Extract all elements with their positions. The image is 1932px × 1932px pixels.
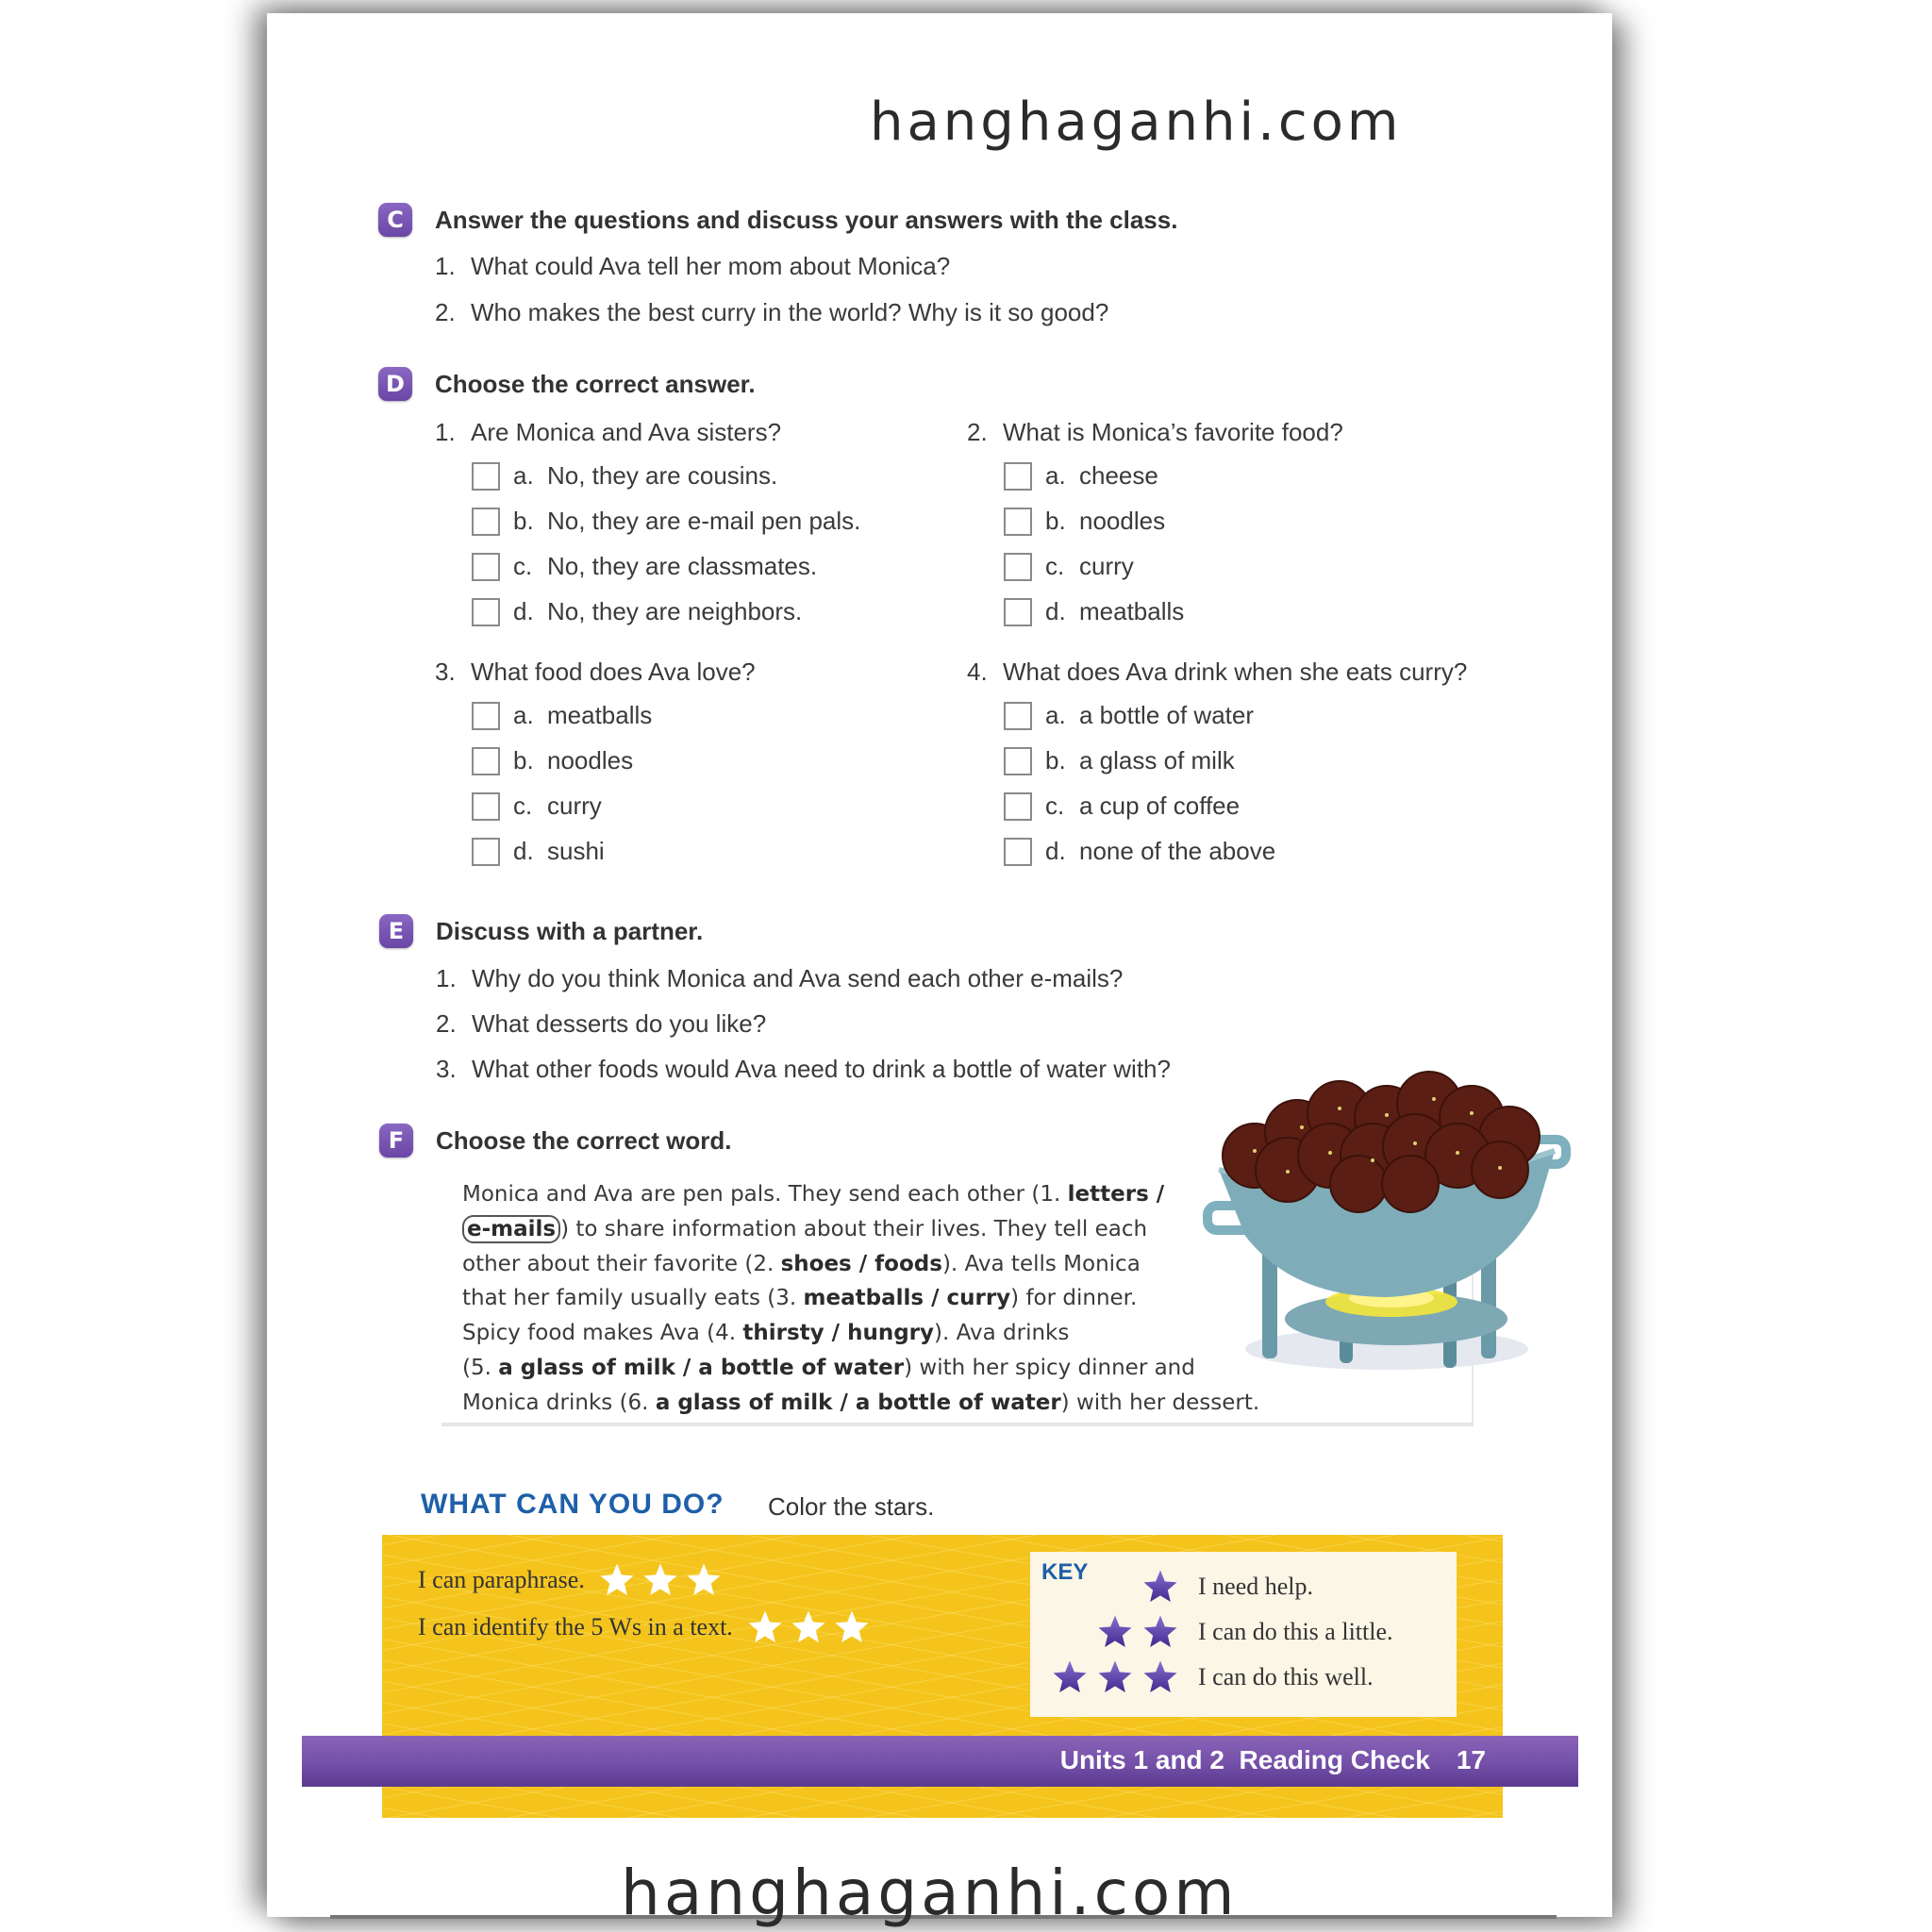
checkbox[interactable] xyxy=(1004,598,1032,626)
checkbox[interactable] xyxy=(472,462,500,491)
question-text: What is Monica’s favorite food? xyxy=(1003,418,1343,446)
text: ) to share information about their lives. They tell each xyxy=(560,1216,1148,1241)
section-d-question-2 xyxy=(967,418,1343,447)
choice-letters[interactable]: letters xyxy=(1067,1182,1149,1207)
question-number: 3. xyxy=(435,658,456,686)
option-text: a glass of milk xyxy=(1079,746,1235,774)
text: other about their favorite (2. xyxy=(462,1251,781,1276)
checkbox[interactable] xyxy=(472,747,500,775)
option-letter: c. xyxy=(1045,791,1065,820)
choice-thirsty[interactable]: thirsty xyxy=(742,1321,824,1346)
option-letter: c. xyxy=(513,552,533,580)
footer-bar xyxy=(302,1736,1578,1787)
checkbox[interactable] xyxy=(472,838,500,866)
option-letter: b. xyxy=(1045,746,1066,774)
footer-title: Units 1 and 2 Reading Check xyxy=(1059,1745,1430,1774)
option-text: none of the above xyxy=(1079,837,1276,865)
d1-option-b[interactable] xyxy=(472,507,860,536)
option-letter: c. xyxy=(1045,552,1065,580)
option-text: a bottle of water xyxy=(1079,701,1254,729)
section-c-question-2 xyxy=(435,298,1108,327)
what-can-you-do-title: WHAT CAN YOU DO? xyxy=(421,1489,724,1520)
choice-meatballs[interactable]: meatballs xyxy=(803,1286,924,1311)
passage-line-7 xyxy=(462,1386,1349,1421)
question-number: 2. xyxy=(436,1009,457,1038)
d2-option-d[interactable] xyxy=(1004,597,1184,626)
footer-text xyxy=(1060,1745,1486,1775)
option-letter: b. xyxy=(1045,507,1066,535)
question-text: What other foods would Ava need to drink a bottle of water with? xyxy=(472,1055,1171,1083)
question-number: 1. xyxy=(436,964,457,992)
question-number: 1. xyxy=(435,418,456,446)
question-number: 3. xyxy=(436,1055,457,1083)
option-text: a cup of coffee xyxy=(1079,791,1241,820)
d3-option-c[interactable] xyxy=(472,791,602,821)
option-letter: b. xyxy=(513,507,534,535)
purple-star-icon xyxy=(1051,1658,1089,1696)
d4-option-d[interactable] xyxy=(1004,837,1275,866)
star-rating[interactable] xyxy=(598,1561,723,1599)
option-letter: c. xyxy=(513,791,533,820)
question-text: Why do you think Monica and Ava send each other e-mails? xyxy=(472,964,1124,992)
option-text: No, they are neighbors. xyxy=(547,597,803,625)
checkbox[interactable] xyxy=(1004,553,1032,581)
d1-option-c[interactable] xyxy=(472,552,817,581)
option-text: sushi xyxy=(547,837,605,865)
section-e-question-3 xyxy=(436,1055,1171,1084)
d2-option-b[interactable] xyxy=(1004,507,1165,536)
section-e-question-1 xyxy=(436,964,1123,993)
d3-option-d[interactable] xyxy=(472,837,605,866)
separator: / xyxy=(924,1286,947,1311)
checkbox[interactable] xyxy=(472,598,500,626)
key-title: KEY xyxy=(1041,1559,1089,1585)
d2-option-c[interactable] xyxy=(1004,552,1134,581)
section-d-badge: D xyxy=(378,367,412,401)
text: ) with her dessert. xyxy=(1060,1390,1260,1415)
option-text: No, they are classmates. xyxy=(547,552,818,580)
checkbox[interactable] xyxy=(472,792,500,821)
choice-hungry[interactable]: hungry xyxy=(847,1321,935,1346)
choice-curry[interactable]: curry xyxy=(946,1286,1011,1311)
section-e-heading: Discuss with a partner. xyxy=(436,917,704,945)
option-text: noodles xyxy=(547,746,634,774)
d4-option-c[interactable] xyxy=(1004,791,1240,821)
option-text: No, they are e-mail pen pals. xyxy=(547,507,861,535)
text: Spicy food makes Ava (4. xyxy=(462,1321,743,1346)
d3-option-b[interactable] xyxy=(472,746,633,775)
option-text: cheese xyxy=(1079,461,1158,490)
star-icon[interactable] xyxy=(685,1561,723,1599)
option-letter: a. xyxy=(513,461,534,490)
purple-star-icon xyxy=(1096,1613,1134,1651)
question-text: What does Ava drink when she eats curry? xyxy=(1003,658,1468,686)
star-icon[interactable] xyxy=(598,1561,636,1599)
text: Monica and Ava are pen pals. They send each other (1. xyxy=(462,1182,1068,1207)
option-text: meatballs xyxy=(1079,597,1185,625)
what-can-you-do-subtitle: Color the stars. xyxy=(768,1492,935,1521)
choice-bottle-of-water[interactable]: a bottle of water xyxy=(855,1390,1061,1415)
watermark-top: hanghaganhi.com xyxy=(870,92,1403,153)
d1-option-d[interactable] xyxy=(472,597,802,626)
key-row-3-stars xyxy=(1047,1658,1374,1696)
d1-option-a[interactable] xyxy=(472,461,777,491)
section-e-question-2 xyxy=(436,1009,766,1039)
purple-star-icon xyxy=(1141,1568,1179,1606)
text: ) for dinner. xyxy=(1010,1286,1138,1311)
key-row-2-stars xyxy=(1047,1613,1393,1651)
key-label: I can do this a little. xyxy=(1198,1618,1393,1645)
checkbox[interactable] xyxy=(1004,747,1032,775)
option-letter: d. xyxy=(513,837,534,865)
section-c-badge: C xyxy=(378,203,412,237)
separator: / xyxy=(1148,1182,1165,1207)
option-letter: a. xyxy=(1045,701,1066,729)
choice-glass-of-milk[interactable]: a glass of milk xyxy=(498,1355,675,1380)
page-number: 17 xyxy=(1456,1745,1486,1774)
choice-shoes[interactable]: shoes xyxy=(780,1251,852,1276)
key-row-1-star xyxy=(1047,1568,1313,1606)
key-stars xyxy=(1047,1658,1179,1696)
choice-bottle-of-water[interactable]: a bottle of water xyxy=(698,1355,905,1380)
option-text: meatballs xyxy=(547,701,653,729)
star-icon[interactable] xyxy=(833,1608,871,1646)
section-d-question-1 xyxy=(435,418,781,447)
question-number: 2. xyxy=(435,298,456,326)
choice-glass-of-milk[interactable]: a glass of milk xyxy=(655,1390,833,1415)
checkbox[interactable] xyxy=(1004,792,1032,821)
text: (5. xyxy=(462,1355,499,1380)
checkbox[interactable] xyxy=(1004,702,1032,730)
option-text: No, they are cousins. xyxy=(547,461,778,490)
checkbox[interactable] xyxy=(472,702,500,730)
section-c-question-1 xyxy=(435,252,950,281)
separator: / xyxy=(675,1355,699,1380)
checkbox[interactable] xyxy=(472,508,500,536)
star-icon[interactable] xyxy=(641,1561,679,1599)
question-text: Are Monica and Ava sisters? xyxy=(471,418,782,446)
section-e-badge: E xyxy=(379,914,413,948)
section-f-badge: F xyxy=(379,1124,413,1158)
text: Monica drinks (6. xyxy=(462,1390,656,1415)
key-label: I can do this well. xyxy=(1198,1663,1374,1690)
meatballs-pot-illustration xyxy=(1198,1066,1575,1377)
section-d-question-3 xyxy=(435,658,756,687)
can-do-row-paraphrase xyxy=(418,1561,723,1599)
question-number: 2. xyxy=(967,418,988,446)
section-d-question-4 xyxy=(967,658,1467,687)
text: that her family usually eats (3. xyxy=(462,1286,804,1311)
question-number: 4. xyxy=(967,658,988,686)
purple-star-icon xyxy=(1141,1613,1179,1651)
key-stars xyxy=(1047,1568,1179,1606)
choice-foods[interactable]: foods xyxy=(874,1251,942,1276)
key-stars xyxy=(1047,1613,1179,1651)
question-text: What could Ava tell her mom about Monica? xyxy=(471,252,951,280)
option-text: curry xyxy=(1079,552,1134,580)
question-number: 1. xyxy=(435,252,456,280)
can-do-row-5ws xyxy=(418,1608,871,1646)
text: ) with her spicy dinner and xyxy=(904,1355,1195,1380)
section-d-heading: Choose the correct answer. xyxy=(435,370,756,398)
can-do-label: I can identify the 5 Ws in a text. xyxy=(418,1613,733,1641)
star-icon[interactable] xyxy=(746,1608,784,1646)
text: ). Ava drinks xyxy=(934,1321,1070,1346)
checkbox[interactable] xyxy=(472,553,500,581)
option-letter: d. xyxy=(1045,597,1066,625)
option-text: curry xyxy=(547,791,602,820)
d4-option-b[interactable] xyxy=(1004,746,1235,775)
separator: / xyxy=(832,1390,856,1415)
question-text: What desserts do you like? xyxy=(472,1009,767,1038)
option-letter: a. xyxy=(1045,461,1066,490)
separator: / xyxy=(824,1321,848,1346)
section-f-heading: Choose the correct word. xyxy=(436,1126,732,1155)
text: ). Ava tells Monica xyxy=(941,1251,1141,1276)
separator: / xyxy=(851,1251,875,1276)
checkbox[interactable] xyxy=(1004,508,1032,536)
section-c-heading: Answer the questions and discuss your answers with the class. xyxy=(435,206,1178,234)
option-letter: d. xyxy=(1045,837,1066,865)
watermark-bottom: hanghaganhi.com xyxy=(621,1857,1239,1929)
star-rating[interactable] xyxy=(746,1608,871,1646)
can-do-label: I can paraphrase. xyxy=(418,1566,585,1593)
d2-option-a[interactable] xyxy=(1004,461,1158,491)
choice-e-mails-circled[interactable]: e-mails xyxy=(462,1215,560,1243)
d3-option-a[interactable] xyxy=(472,701,652,730)
question-text: What food does Ava love? xyxy=(471,658,756,686)
option-letter: a. xyxy=(513,701,534,729)
checkbox[interactable] xyxy=(1004,462,1032,491)
star-icon[interactable] xyxy=(790,1608,827,1646)
option-letter: b. xyxy=(513,746,534,774)
purple-star-icon xyxy=(1141,1658,1179,1696)
key-label: I need help. xyxy=(1198,1573,1314,1600)
d4-option-a[interactable] xyxy=(1004,701,1254,730)
option-text: noodles xyxy=(1079,507,1166,535)
purple-star-icon xyxy=(1096,1658,1134,1696)
checkbox[interactable] xyxy=(1004,838,1032,866)
option-letter: d. xyxy=(513,597,534,625)
question-text: Who makes the best curry in the world? Why is it so good? xyxy=(471,298,1109,326)
